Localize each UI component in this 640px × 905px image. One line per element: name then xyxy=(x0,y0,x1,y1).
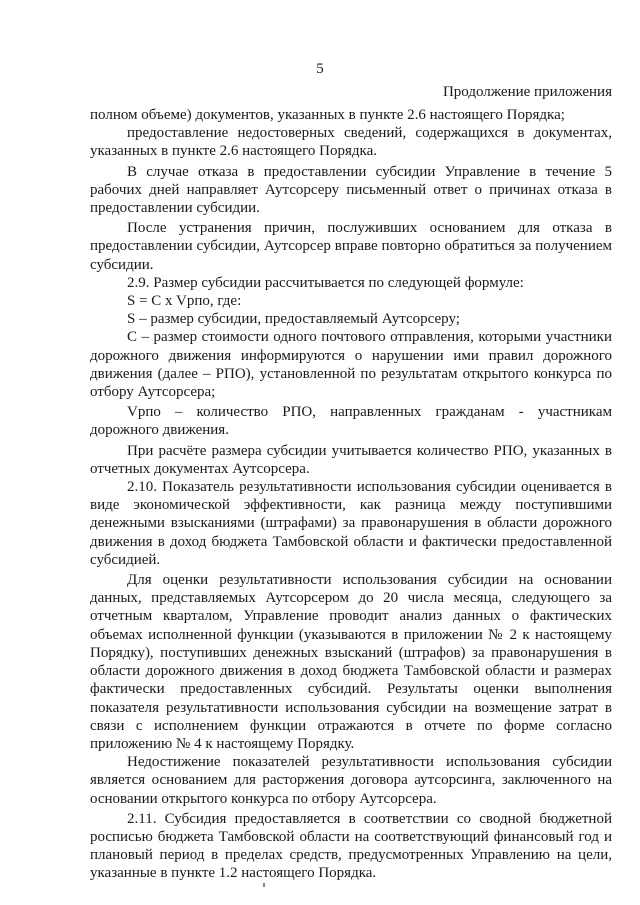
scan-mark xyxy=(263,883,265,887)
formula-line: S = C x Vрпо, где: xyxy=(127,293,242,310)
continuation-label: Продолжение приложения xyxy=(442,84,612,100)
paragraph-3: В случае отказа в предоставлении субсидии Управление в течение 5 рабочих дней направляет Аутсорсеру письменный ответ о причинах отказа в предоставлении субсидии. xyxy=(90,163,612,217)
definition-s: S – размер субсидии, предоставляемый Аутсорсеру; xyxy=(127,311,460,328)
page-number: 5 xyxy=(316,61,324,77)
paragraph-calculation-note: При расчёте размера субсидии учитывается количество РПО, указанных в отчетных документах Аутсорсера. xyxy=(90,442,612,477)
paragraph-non-achievement: Недостижение показателей результативности использования субсидии является основанием для расторжения договора аутсорсинга, заключенного на основании открытого конкурса по отбору Аутсорсера. xyxy=(90,754,612,807)
definition-c: С – размер стоимости одного почтового отправления, которыми участники дорожного движения информируются о нарушении ими правил дорожного движения (далее – РПО), установленной по результатам открытого конкурса по отбору Аутсорсера; xyxy=(90,329,612,401)
paragraph-1: полном объеме) документов, указанных в пункте 2.6 настоящего Порядка; xyxy=(90,107,565,123)
document-body xyxy=(90,106,612,883)
paragraph-section-2-10: 2.10. Показатель результативности использования субсидии оценивается в виде экономической эффективности, как разница между поступившими денежными взысканиями (штрафами) за правонарушения в области дорожного движения в доход бюджета Тамбовской области и фактически предоставленной субсидией. xyxy=(90,479,612,568)
paragraph-2: предоставление недостоверных сведений, содержащихся в документах, указанных в пункте 2.6 настоящего Порядка. xyxy=(90,125,612,160)
paragraph-section-2-9: 2.9. Размер субсидии рассчитывается по следующей формуле: xyxy=(127,274,524,291)
paragraph-evaluation: Для оценки результативности использования субсидии на основании данных, представляемых Аутсорсером до 20 числа месяца, следующего за отчетным кварталом, Управление проводит анализ данных о фактических объемах исполненной функции (указываются в приложении № 2 к настоящему Порядку), поступивших денежных взысканий (штрафов) за правонарушения в области дорожного движения в доход бюджета Тамбовской области и размерах фактически предоставленных субсидий. Результаты оценки выполнения показателя результативности использования субсидии на возмещение затрат в связи с исполнением функции отражаются в отчете по форме согласно приложению № 4 к настоящему Порядку. xyxy=(90,572,612,752)
paragraph-4: После устранения причин, послуживших основанием для отказа в предоставлении субсидии, Аутсорсер вправе повторно обратиться за получением субсидии. xyxy=(90,220,612,273)
definition-v: Vрпо – количество РПО, направленных гражданам - участникам дорожного движения. xyxy=(90,404,612,439)
paragraph-section-2-11: 2.11. Субсидия предоставляется в соответствии со сводной бюджетной росписью бюджета Тамбовской области на соответствующий финансовый год и плановый период в пределах средств, предусмотренных Управлению на цели, указанные в пункте 1.2 настоящего Порядка. xyxy=(90,810,612,882)
